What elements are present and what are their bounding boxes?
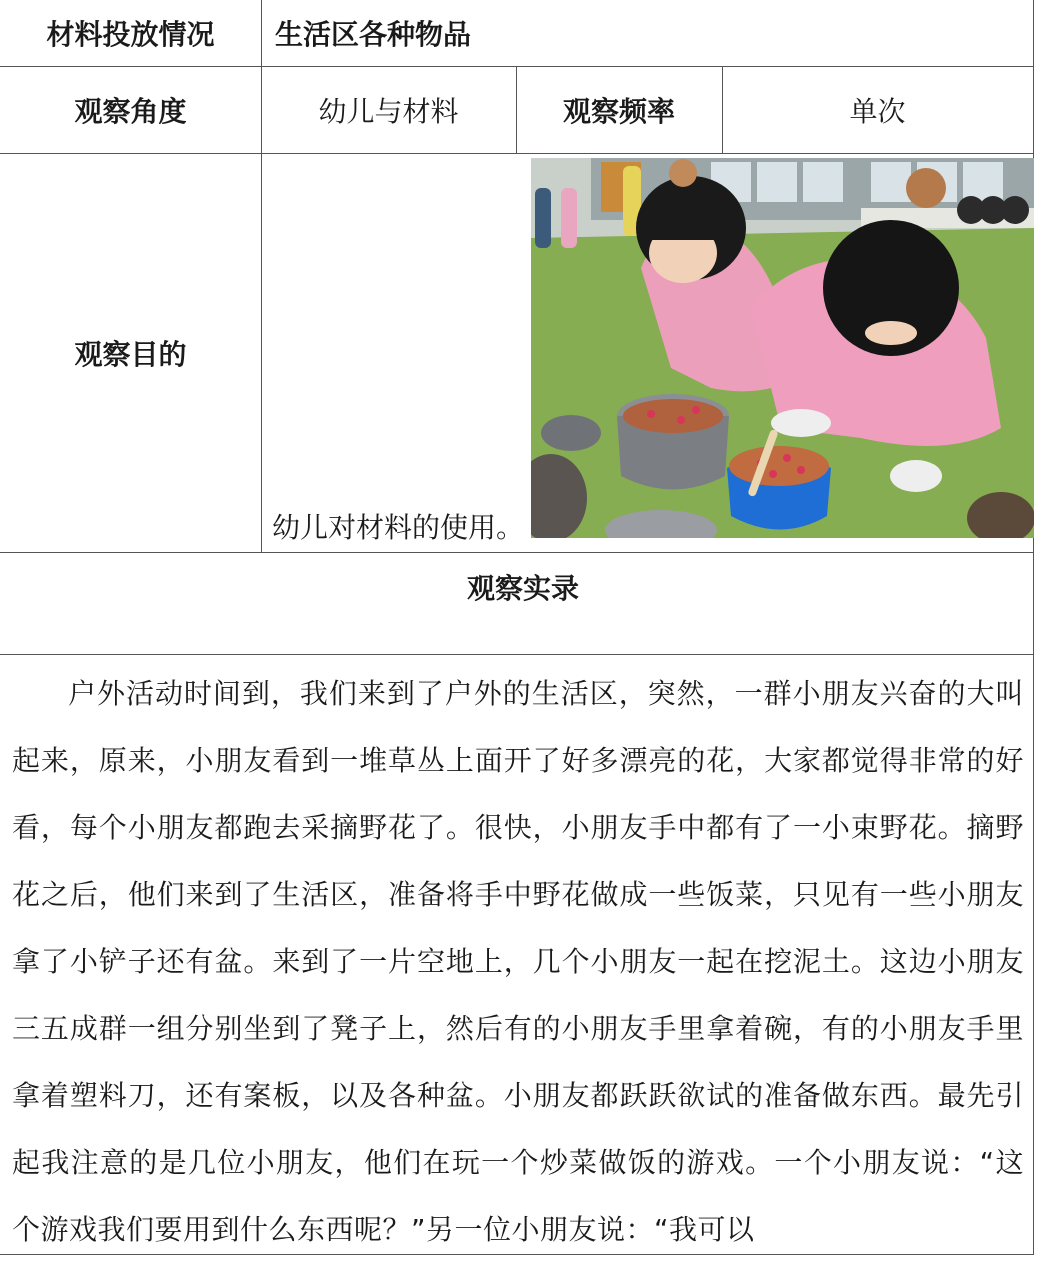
- frequency-label: 观察频率: [562, 94, 675, 128]
- angle-label: 观察角度: [74, 94, 187, 128]
- record-heading: 观察实录: [466, 572, 579, 605]
- angle-value: 幼儿与材料: [318, 94, 459, 128]
- frequency-value: 单次: [849, 94, 906, 128]
- record-narrative: 户外活动时间到，我们来到了户外的生活区，突然，一群小朋友兴奋的大叫起来，原来，小朋友看到一堆草丛上面开了好多漂亮的花，大家都觉得非常的好看，每个小朋友都跑去采摘野花了。很快，小朋友手中都有了一小束野花。摘野花之后，他们来到了生活区，准备将手中野花做成一些饭菜，只见有一些小朋友拿了小铲子还有盆。来到了一片空地上，几个小朋友一起在挖泥土。这边小朋友三五成群一组分别坐到了凳子上，然后有的小朋友手里拿着碗，有的小朋友手里拿着塑料刀，还有案板，以及各种盆。小朋友都跃跃欲试的准备做东西。最先引起我注意的是几位小朋友，他们在玩一个炒菜做饭的游戏。一个小朋友说：“这个游戏我们要用到什么东西呢？”另一位小朋友说：“我可以: [12, 677, 1024, 1246]
- purpose-label: 观察目的: [74, 337, 187, 371]
- purpose-value: 幼儿对材料的使用。: [272, 511, 525, 544]
- materials-label: 材料投放情况: [46, 18, 215, 51]
- materials-value: 生活区各种物品: [275, 18, 472, 51]
- photo-children-cooking-flowers: [531, 158, 1034, 538]
- table-rule: [0, 654, 1034, 655]
